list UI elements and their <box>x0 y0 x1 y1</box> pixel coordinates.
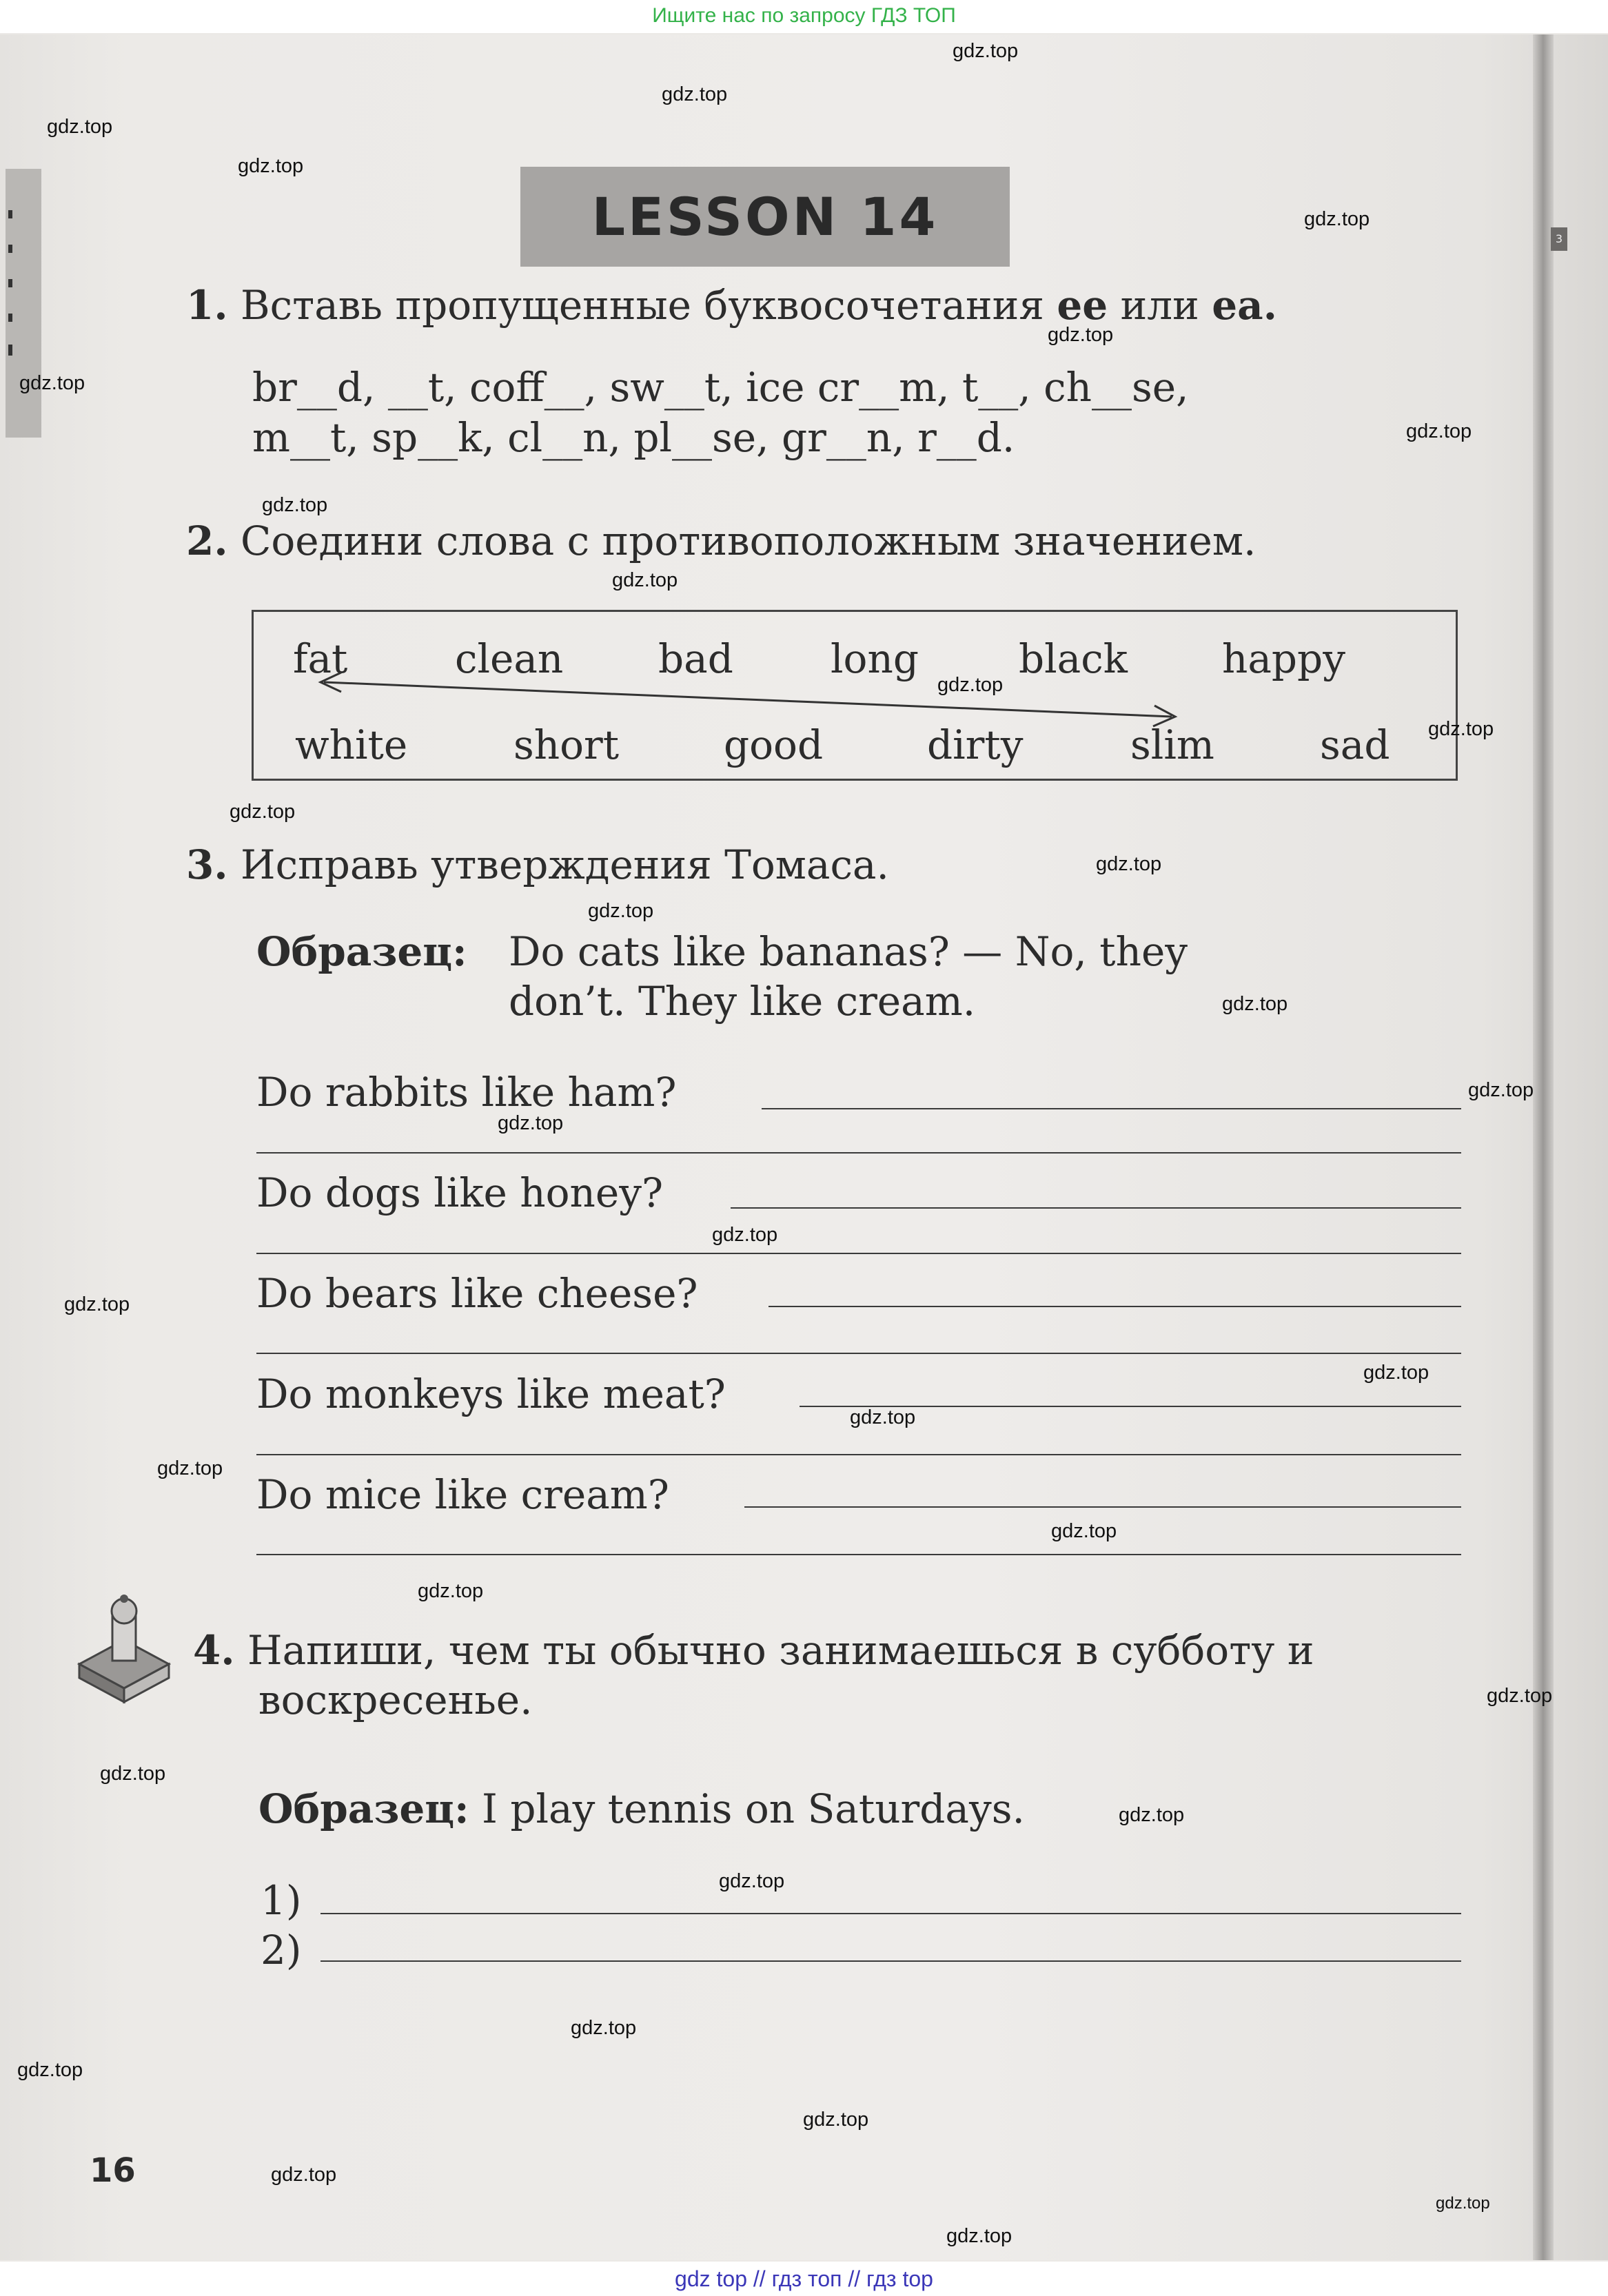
bottom-banner[interactable]: gdz top // гдз топ // гдз top <box>0 2262 1608 2296</box>
exercise-1-number: 1. <box>186 282 228 329</box>
question: Do dogs like honey? <box>256 1169 664 1216</box>
top-word[interactable]: bad <box>658 635 733 682</box>
exercise-3-text: Исправь утверждения Томаса. <box>241 841 889 888</box>
exercise-4-sample-label: Образец: <box>258 1785 469 1832</box>
question: Do rabbits like ham? <box>256 1069 677 1116</box>
answer-line[interactable] <box>320 1913 1461 1914</box>
pencil-task-icon <box>72 1592 176 1705</box>
watermark: gdz.top <box>262 494 328 516</box>
answer-line[interactable] <box>769 1306 1461 1307</box>
bottom-word[interactable]: short <box>513 721 620 768</box>
question: Do monkeys like meat? <box>256 1371 726 1417</box>
watermark: gdz.top <box>47 116 113 138</box>
watermark: gdz.top <box>238 155 304 177</box>
watermark: gdz.top <box>1051 1520 1117 1542</box>
question: Do mice like cream? <box>256 1471 669 1518</box>
watermark: gdz.top <box>1119 1804 1185 1826</box>
question: Do bears like cheese? <box>256 1270 698 1317</box>
lesson-title: LESSON 14 <box>520 167 1010 267</box>
watermark: gdz.top <box>588 900 654 922</box>
exercise-1-or: или <box>1120 282 1199 329</box>
bottom-word[interactable]: white <box>295 721 408 768</box>
watermark: gdz.top <box>1487 1685 1553 1707</box>
exercise-4-instruction <box>193 1626 1314 1674</box>
top-word[interactable]: long <box>831 635 919 682</box>
exercise-4-sample <box>258 1785 1025 1833</box>
answer-line[interactable] <box>256 1353 1461 1354</box>
exercise-4-text-line-1: Напиши, чем ты обычно занимаешься в субботу и <box>247 1627 1314 1674</box>
top-word[interactable]: clean <box>455 635 564 682</box>
watermark: gdz.top <box>662 83 728 105</box>
answer-line[interactable] <box>320 1960 1461 1962</box>
bottom-word[interactable]: sad <box>1320 721 1390 768</box>
side-marker: 3 <box>1551 227 1567 251</box>
watermark: gdz.top <box>418 1580 484 1602</box>
watermark: gdz.top <box>937 674 1004 696</box>
bottom-word[interactable]: slim <box>1130 721 1214 768</box>
page-number: 16 <box>90 2151 136 2190</box>
bottom-word[interactable]: good <box>724 721 824 768</box>
watermark: gdz.top <box>1468 1079 1534 1101</box>
bottom-word[interactable]: dirty <box>927 721 1024 768</box>
answer-line[interactable] <box>256 1454 1461 1455</box>
exercise-3-instruction <box>186 841 889 889</box>
watermark: gdz.top <box>1222 993 1288 1015</box>
top-word[interactable]: happy <box>1222 635 1345 682</box>
exercise-2-text: Соедини слова с противоположным значением. <box>241 517 1256 564</box>
exercise-1-ea: ea. <box>1212 282 1277 329</box>
watermark: gdz.top <box>1436 2194 1490 2213</box>
exercise-4-text-line-2: воскресенье. <box>258 1677 533 1723</box>
answer-line[interactable] <box>731 1207 1461 1209</box>
watermark: gdz.top <box>946 2225 1012 2247</box>
exercise-3-sample-label: Образец: <box>256 928 467 975</box>
exercise-1-words-line-1: br__d, __t, coff__, sw__t, ice cr__m, t__, ch__se, <box>252 364 1189 411</box>
exercise-4-sample-text: I play tennis on Saturdays. <box>481 1785 1025 1832</box>
watermark: gdz.top <box>612 569 678 591</box>
exercise-3-sample-line-1: Do cats like bananas? — No, they <box>509 928 1188 975</box>
watermark: gdz.top <box>271 2164 337 2186</box>
top-word[interactable]: black <box>1019 635 1128 682</box>
exercise-2-number: 2. <box>186 517 228 564</box>
exercise-3-sample-line-2: don’t. They like cream. <box>509 978 976 1025</box>
answer-line[interactable] <box>256 1152 1461 1154</box>
watermark: gdz.top <box>953 40 1019 62</box>
answer-line[interactable] <box>744 1506 1461 1508</box>
answer-line[interactable] <box>256 1253 1461 1254</box>
watermark: gdz.top <box>157 1457 223 1479</box>
watermark: gdz.top <box>571 2017 637 2039</box>
watermark: gdz.top <box>850 1406 916 1428</box>
answer-line[interactable] <box>762 1108 1461 1109</box>
answer-item-2: 2) <box>261 1927 302 1974</box>
watermark: gdz.top <box>64 1293 130 1315</box>
watermark: gdz.top <box>712 1224 778 1246</box>
watermark: gdz.top <box>1096 853 1162 875</box>
exercise-1-words-line-2: m__t, sp__k, cl__n, pl__se, gr__n, r__d. <box>252 414 1015 461</box>
watermark: gdz.top <box>498 1112 564 1134</box>
answer-line[interactable] <box>256 1554 1461 1555</box>
watermark: gdz.top <box>1428 718 1494 740</box>
watermark: gdz.top <box>17 2059 83 2081</box>
watermark: gdz.top <box>100 1763 166 1785</box>
exercise-1-ee: ee <box>1057 282 1108 329</box>
watermark: gdz.top <box>1048 324 1114 346</box>
top-word[interactable]: fat <box>293 635 348 682</box>
exercise-1-text: Вставь пропущенные буквосочетания <box>241 282 1044 329</box>
watermark: gdz.top <box>719 1870 785 1892</box>
exercise-4-number: 4. <box>193 1627 235 1674</box>
watermark: gdz.top <box>1304 208 1370 230</box>
watermark: gdz.top <box>230 801 296 823</box>
watermark: gdz.top <box>19 372 85 394</box>
top-banner[interactable]: Ищите нас по запросу ГДЗ ТОП <box>0 0 1608 33</box>
watermark: gdz.top <box>1406 420 1472 442</box>
watermark: gdz.top <box>1363 1362 1429 1384</box>
watermark: gdz.top <box>803 2109 869 2131</box>
exercise-3-number: 3. <box>186 841 228 888</box>
answer-item-1: 1) <box>261 1877 302 1924</box>
